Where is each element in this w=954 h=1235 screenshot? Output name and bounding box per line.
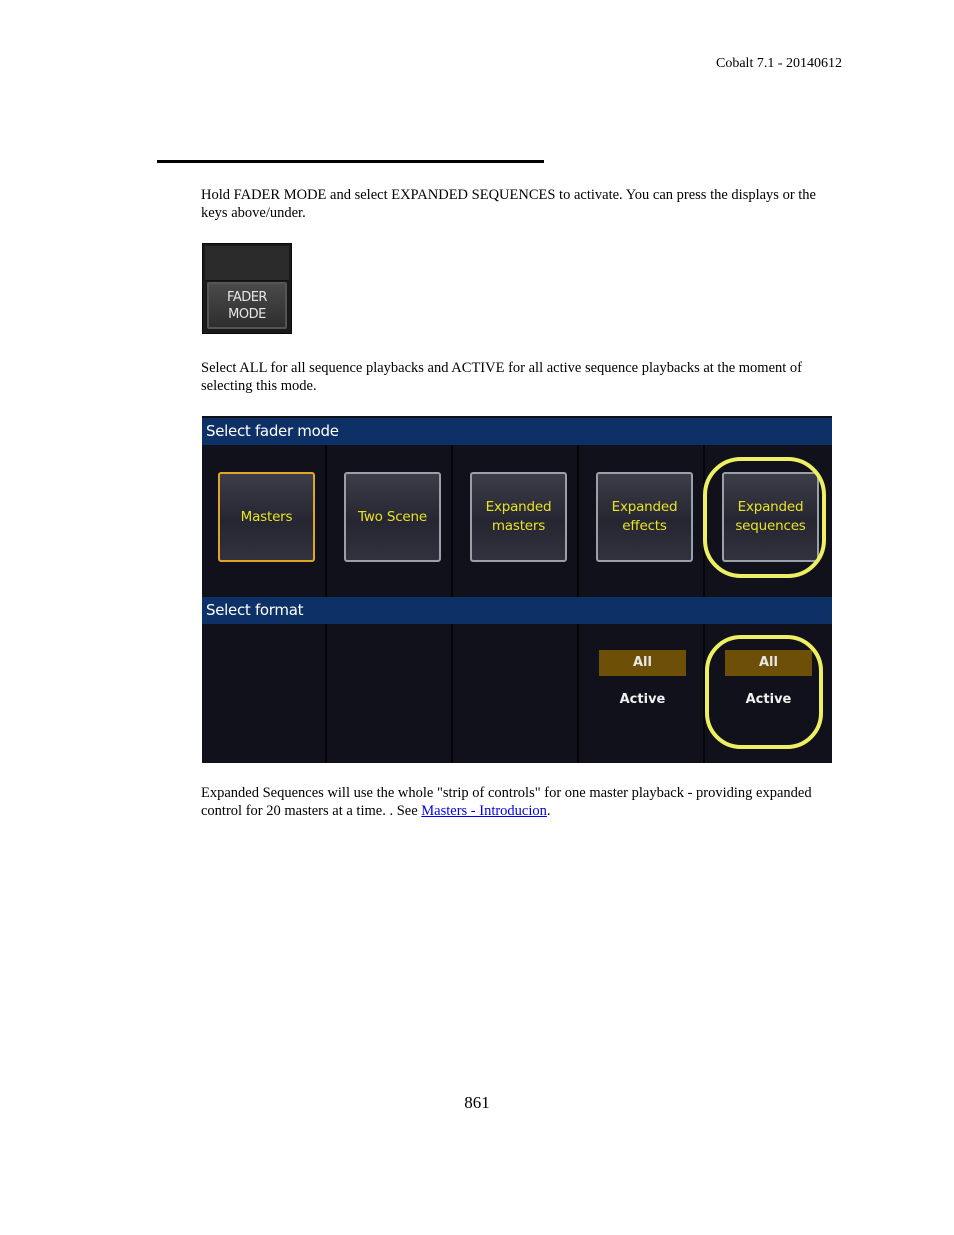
masters-introduction-link[interactable]: Masters - Introducion — [421, 803, 547, 819]
expanded-sequences-paragraph — [201, 784, 841, 820]
two-scene-mode-button[interactable] — [344, 472, 441, 562]
format-cell — [580, 624, 705, 763]
fader-mode-screen — [202, 416, 832, 763]
heading-rule — [157, 160, 544, 163]
mode-button-label: Expanded effects — [611, 499, 678, 534]
expanded-sequences-highlight-ring — [703, 457, 826, 578]
mode-button-label: Expanded sequences — [735, 499, 806, 534]
fader-mode-button — [207, 282, 287, 329]
paragraph-end: . — [546, 803, 551, 819]
mode-button-label: Expanded masters — [485, 499, 552, 534]
fader-mode-key-image — [202, 243, 292, 334]
expanded-effects-mode-button[interactable] — [596, 472, 693, 562]
intro-paragraph: Hold FADER MODE and select EXPANDED SEQUENCES to activate. You can press the displays or the keys above/under. — [201, 187, 816, 221]
format-paragraph: Select ALL for all sequence playbacks and ACTIVE for all active sequence playbacks at the moment of selecting this mode. — [201, 360, 802, 394]
mode-cell — [202, 445, 327, 597]
fader-mode-label: FADER MODE — [227, 289, 267, 322]
document-version: Cobalt 7.1 - 20140612 — [716, 56, 842, 71]
mode-button-label: Two Scene — [358, 508, 427, 525]
active-format-button[interactable]: Active — [619, 692, 666, 707]
select-format-title: Select format — [202, 597, 832, 624]
all-format-button[interactable]: All — [725, 650, 812, 676]
mode-cell — [580, 445, 705, 597]
mode-button-label: Masters — [240, 508, 293, 525]
mode-cell — [454, 445, 579, 597]
active-format-button[interactable]: Active — [745, 692, 792, 707]
format-highlight-ring — [705, 635, 823, 749]
page-number: 861 — [464, 1093, 490, 1112]
format-cell-empty — [202, 624, 327, 763]
select-fader-mode-title: Select fader mode — [202, 418, 832, 445]
all-format-button[interactable]: All — [599, 650, 686, 676]
paragraph-text: Expanded Sequences will use the whole "strip of controls" for one master playback - providing expanded control for 20 masters at a time. . See — [201, 785, 812, 819]
expanded-masters-mode-button[interactable] — [470, 472, 567, 562]
mode-cell — [328, 445, 453, 597]
key-top-plate — [205, 246, 289, 281]
format-cell-empty — [328, 624, 453, 763]
format-cell-empty — [454, 624, 579, 763]
masters-mode-button[interactable] — [218, 472, 315, 562]
